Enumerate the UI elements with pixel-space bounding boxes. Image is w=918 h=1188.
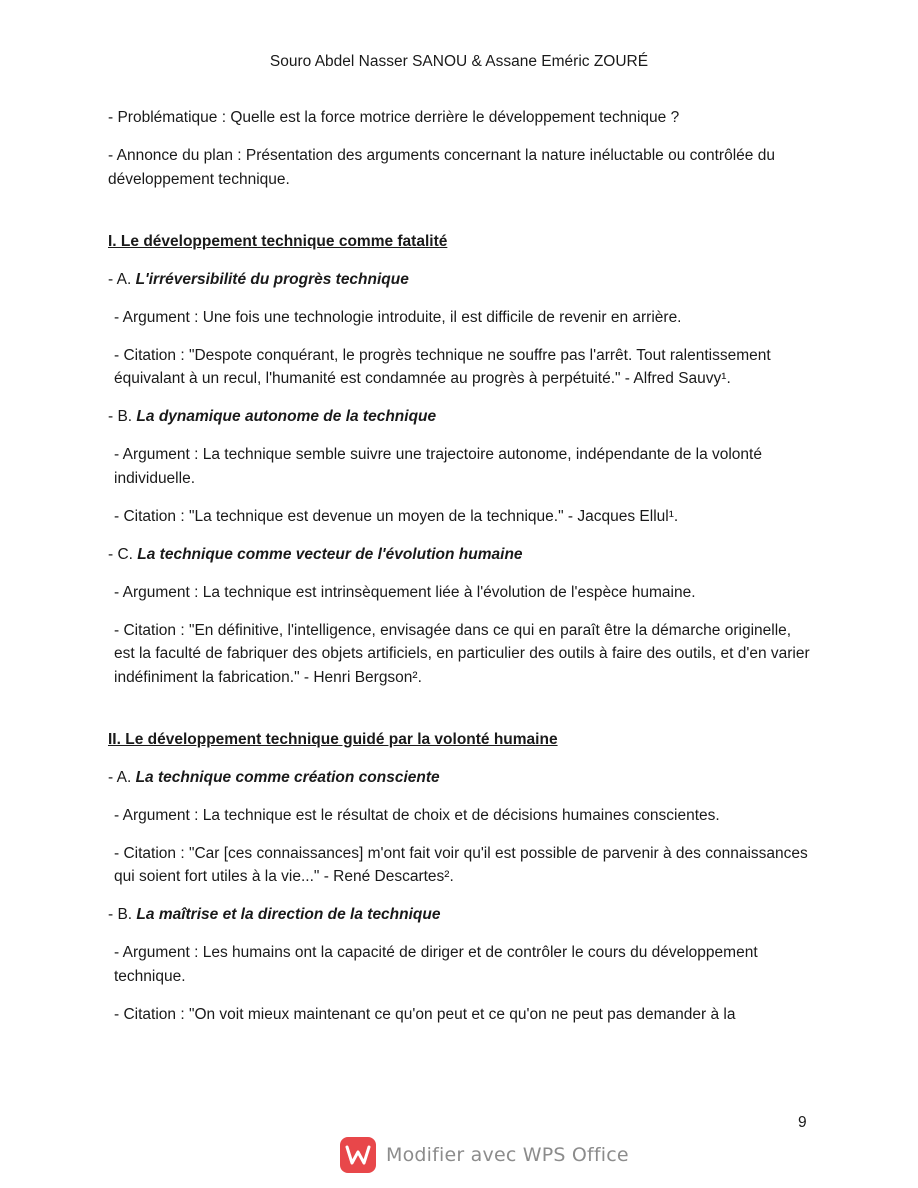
section-1a-citation: - Citation : "Despote conquérant, le progrès technique ne souffre pas l'arrêt. Tout ralentissement équivalant à un recul, l'humanité est condamnée au progrès à perpétuité." - Alfred Sauvy¹. — [114, 346, 771, 387]
section-2b-title: La maîtrise et la direction de la technique — [136, 906, 441, 923]
document-body — [108, 106, 812, 1041]
section-1b-title: La dynamique autonome de la technique — [136, 408, 437, 425]
section-1c-heading — [108, 543, 812, 567]
section-1b-prefix: - B. — [108, 408, 137, 425]
section-1a-argument: - Argument : Une fois une technologie introduite, il est difficile de revenir en arrière. — [114, 308, 682, 326]
section-gap — [108, 704, 812, 728]
page-number: 9 — [798, 1114, 807, 1131]
section-2b-prefix: - B. — [108, 906, 137, 923]
wps-w-icon — [345, 1144, 371, 1166]
section-1b-citation: - Citation : "La technique est devenue un moyen de la technique." - Jacques Ellul¹. — [114, 507, 679, 525]
intro-problematique: - Problématique : Quelle est la force motrice derrière le développement technique ? — [108, 109, 680, 126]
section-2-title: II. Le développement technique guidé par la volonté humaine — [108, 730, 558, 748]
section-1c-title: La technique comme vecteur de l'évolution humaine — [137, 545, 523, 563]
section-1a-title: L'irréversibilité du progrès technique — [135, 270, 409, 288]
section-2b-heading — [108, 903, 812, 927]
wps-edit-label: Modifier avec WPS Office — [386, 1144, 629, 1166]
section-1b-argument: - Argument : La technique semble suivre une trajectoire autonome, indépendante de la volonté individuelle. — [114, 446, 762, 487]
section-gap — [108, 206, 812, 230]
section-2a-heading — [108, 766, 812, 790]
page-header-authors: Souro Abdel Nasser SANOU & Assane Eméric ZOURÉ — [269, 53, 649, 70]
section-1c-citation: - Citation : "En définitive, l'intelligence, envisagée dans ce qui en paraît être la démarche originelle, est la faculté de fabriquer des objets artificiels, en particulier des outils à faire des outils, et d'en varier indéfiniment la fabrication." - Henri Bergson². — [114, 621, 810, 686]
section-2b-citation: - Citation : "On voit mieux maintenant ce qu'on peut et ce qu'on ne peut pas demander à la — [114, 1005, 736, 1023]
section-2a-title: La technique comme création consciente — [135, 768, 440, 786]
section-2a-prefix: - A. — [108, 768, 136, 786]
section-1-title: I. Le développement technique comme fatalité — [108, 232, 448, 250]
section-2a-citation: - Citation : "Car [ces connaissances] m'ont fait voir qu'il est possible de parvenir à des connaissances qui soient fort utiles à la vie..." - René Descartes². — [114, 844, 808, 885]
section-2a-argument: - Argument : La technique est le résultat de choix et de décisions humaines conscientes. — [114, 806, 720, 824]
wps-logo-icon — [340, 1137, 376, 1173]
section-1b-heading — [108, 405, 812, 429]
section-1a-prefix: - A. — [108, 270, 136, 288]
section-1a-heading — [108, 268, 812, 292]
section-1c-argument: - Argument : La technique est intrinsèquement liée à l'évolution de l'espèce humaine. — [114, 583, 696, 601]
wps-edit-button[interactable] — [340, 1136, 629, 1174]
section-2b-argument: - Argument : Les humains ont la capacité de diriger et de contrôler le cours du développement technique. — [114, 944, 758, 985]
section-1c-prefix: - C. — [108, 545, 138, 563]
intro-annonce: - Annonce du plan : Présentation des arguments concernant la nature inéluctable ou contrôlée du développement technique. — [108, 147, 775, 188]
